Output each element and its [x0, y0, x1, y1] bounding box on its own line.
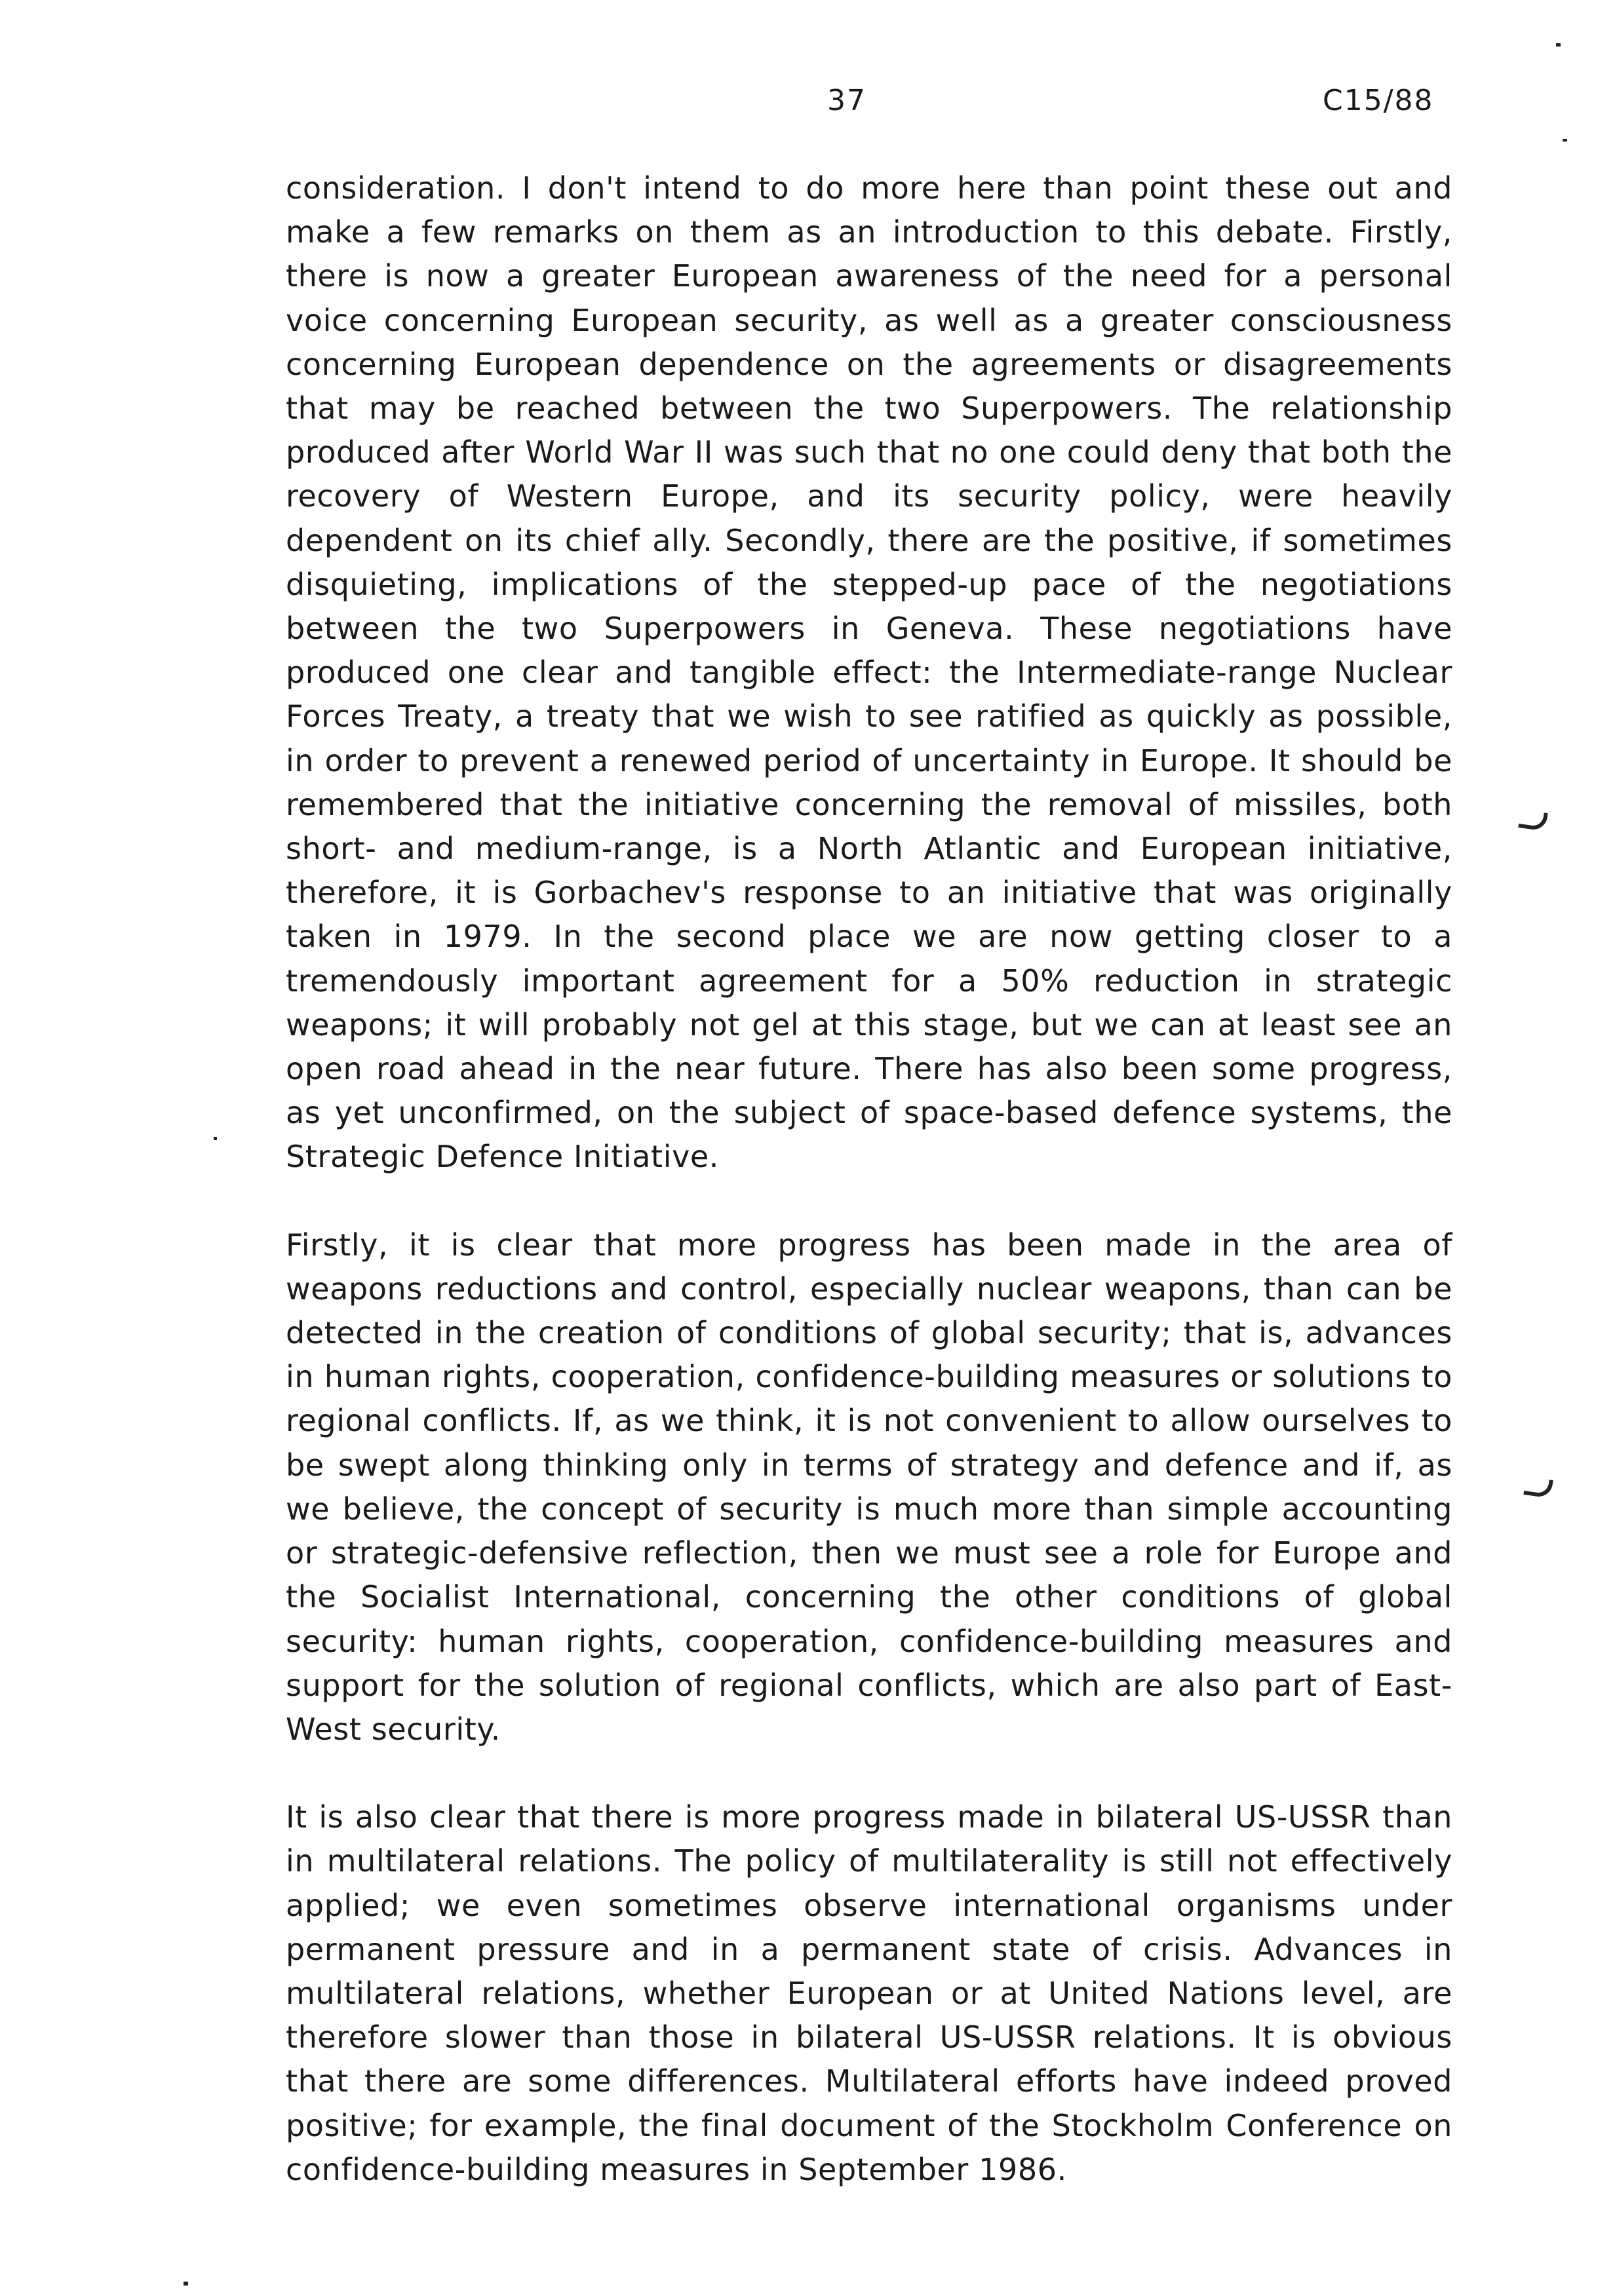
paragraph-3: It is also clear that there is more progress made in bilateral US-USSR than in multilateral relations. The policy of multilaterality is still not effectively applied; we even sometimes observe international organisms under permanent pressure and in a permanent state of crisis. Advances in multilateral relations, whether European or at United Nations level, are therefore slower than those in bilateral US-USSR relations. It is obvious that there are some differences. Multilateral efforts have indeed proved positive; for example, the final document of the Stockholm Conference on confidence-building measures in September 1986.	[286, 1799, 1452, 2187]
scan-dot-left	[214, 1137, 217, 1140]
body-text	[286, 166, 1452, 2236]
page-number: 37	[827, 84, 866, 117]
check-mark-margin-1	[1518, 809, 1547, 832]
document-reference: C15/88	[1323, 84, 1434, 117]
page-header	[0, 84, 1615, 130]
paragraph-2: Firstly, it is clear that more progress has been made in the area of weapons reductions and control, especially nuclear weapons, than can be detected in the creation of conditions of global security; that is, advances in human rights, cooperation, confidence-building measures or solutions to regional conflicts. If, as we think, it is not convenient to allow ourselves to be swept along thinking only in terms of strategy and defence and if, as we believe, the concept of security is much more than simple accounting or strategic-defensive reflection, then we must see a role for Europe and the Socialist International, concerning the other conditions of global security: human rights, cooperation, confidence-building measures and support for the solution of regional conflicts, which are also part of East-West security.	[286, 1227, 1452, 1747]
paragraph-1: consideration. I don't intend to do more here than point these out and make a few remarks on them as an introduction to this debate. Firstly, there is now a greater European awareness of the need for a personal voice concerning European security, as well as a greater consciousness concerning European dependence on the agreements or disagreements that may be reached between the two Superpowers. The relationship produced after World War II was such that no one could deny that both the recovery of Western Europe, and its security policy, were heavily dependent on its chief ally. Secondly, there are the positive, if sometimes disquieting, implications of the stepped-up pace of the negotiations between the two Superpowers in Geneva. These negotiations have produced one clear and tangible effect: the Intermediate-range Nuclear Forces Treaty, a treaty that we wish to see ratified as quickly as possible, in order to prevent a renewed period of uncertainty in Europe. It should be remembered that the initiative concerning the removal of missiles, both short- and medium-range, is a North Atlantic and European initiative, therefore, it is Gorbachev's response to an initiative that was originally taken in 1979. In the second place we are now getting closer to a tremendously important agreement for a 50% reduction in strategic weapons; it will probably not gel at this stage, but we can at least see an open road ahead in the near future. There has also been some progress, as yet unconfirmed, on the subject of space-based defence systems, the Strategic Defence Initiative.	[286, 170, 1452, 1175]
scan-dot-top-right	[1556, 43, 1561, 47]
scan-dot-bottom-left	[184, 2282, 188, 2286]
check-mark-margin-2	[1523, 1476, 1553, 1499]
scan-dot-right	[1563, 139, 1567, 142]
